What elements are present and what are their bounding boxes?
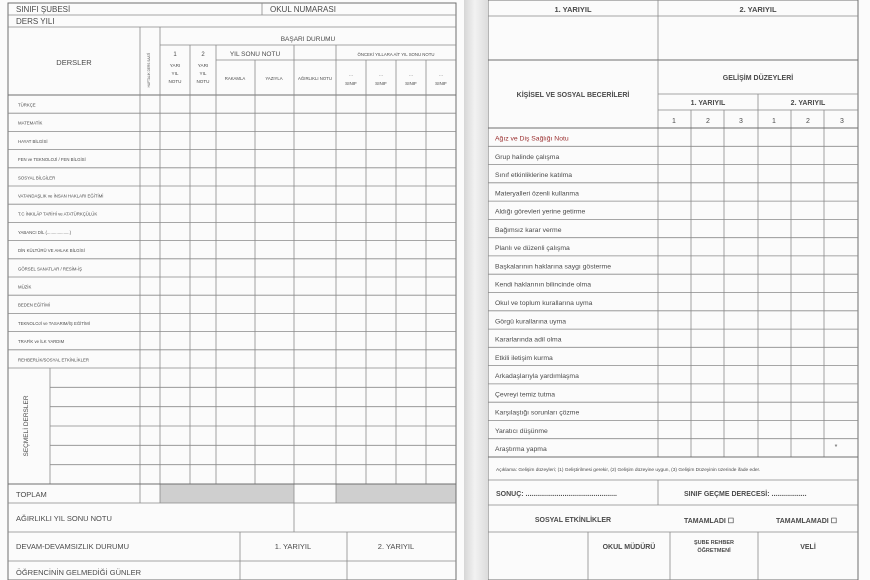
lesson-row bbox=[8, 139, 456, 150]
lesson-row bbox=[8, 285, 456, 296]
skill-row bbox=[488, 256, 858, 271]
lesson-name: REHBERLİK/SOSYAL ETKİNLİKLER bbox=[18, 357, 89, 363]
weighted-grade-header: AĞIRLIKLI NOTU bbox=[298, 76, 332, 81]
lesson-row bbox=[8, 339, 456, 350]
levels-first-term: 1. YARIYIL bbox=[690, 100, 726, 107]
skill-row bbox=[488, 201, 858, 216]
class-teacher-label-line1: ŞUBE REHBER bbox=[693, 540, 735, 546]
skills-header: KİŞİSEL VE SOSYAL BECERİLERİ bbox=[516, 92, 630, 99]
parent-signature-label: VELİ bbox=[800, 544, 816, 551]
skill-name: Arkadaşlarıyla yardımlaşma bbox=[495, 373, 579, 381]
svg-text:...: ... bbox=[439, 72, 443, 77]
skill-row bbox=[488, 183, 858, 198]
lessons-header: DERSLER bbox=[56, 58, 92, 67]
total-label: TOPLAM bbox=[16, 490, 47, 499]
right-page bbox=[488, 0, 870, 580]
skill-name: Başkalarının haklarına saygı gösterme bbox=[495, 263, 611, 271]
lesson-row bbox=[8, 230, 456, 241]
completed-checkbox-label: TAMAMLADI ☐ bbox=[684, 518, 735, 525]
lesson-row bbox=[8, 121, 456, 132]
lesson-name: GÖRSEL SANATLAR / RESİM-İŞ bbox=[18, 266, 82, 272]
skill-name: Kendi haklarının bilincinde olma bbox=[495, 281, 591, 289]
total-shaded-cell bbox=[336, 484, 456, 503]
class-teacher-label-line2: ÖĞRETMENİ bbox=[697, 548, 731, 554]
skill-row bbox=[488, 329, 858, 344]
svg-text:2: 2 bbox=[201, 52, 205, 58]
skill-name: Materyalleri özenli kullanma bbox=[495, 190, 579, 198]
skill-name: Etkili iletişim kurma bbox=[495, 354, 553, 362]
skill-name: Karşılaştığı sorunları çözme bbox=[495, 409, 580, 417]
skill-name: Ağız ve Diş Sağlığı Notu bbox=[495, 135, 569, 143]
lesson-row bbox=[8, 303, 456, 314]
skill-row bbox=[488, 384, 858, 399]
lesson-name: TRAFİK ve İLK YARDIM bbox=[18, 339, 65, 345]
svg-text:...: ... bbox=[379, 72, 383, 77]
lesson-row bbox=[8, 194, 456, 205]
lesson-name: DİN KÜLTÜRÜ VE AHLAK BİLGİSİ bbox=[18, 248, 85, 254]
social-activities-label: SOSYAL ETKİNLİKLER bbox=[534, 517, 612, 524]
skill-row bbox=[488, 165, 858, 180]
skill-row bbox=[488, 366, 858, 381]
lesson-row bbox=[8, 175, 456, 186]
svg-text:SINIF: SINIF bbox=[405, 81, 417, 86]
lesson-row bbox=[8, 266, 456, 277]
first-term-grade-header bbox=[168, 52, 181, 84]
svg-text:...: ... bbox=[409, 72, 413, 77]
svg-text:3: 3 bbox=[840, 118, 844, 125]
year-end-grade-header: YIL SONU NOTU bbox=[229, 51, 281, 58]
skill-row bbox=[488, 311, 858, 326]
skill-name: Okul ve toplum kurallarına uyma bbox=[495, 300, 593, 307]
skill-row bbox=[488, 293, 858, 308]
svg-text:YARI: YARI bbox=[197, 63, 209, 68]
skill-row bbox=[488, 274, 858, 289]
class-pass-grade-label: SINIF GEÇME DERECESİ: .................. bbox=[684, 491, 807, 498]
lesson-row bbox=[8, 321, 456, 332]
weighted-year-end-label: AĞIRLIKLI YIL SONU NOTU bbox=[16, 514, 112, 523]
personal-social-skills-form bbox=[488, 0, 870, 580]
svg-text:SINIF: SINIF bbox=[435, 81, 447, 86]
success-status-title: BAŞARI DURUMU bbox=[280, 36, 336, 43]
skill-row bbox=[488, 347, 858, 362]
svg-text:SINIF: SINIF bbox=[345, 81, 357, 86]
lesson-name: MATEMATİK bbox=[18, 120, 43, 126]
attendance-label: DEVAM-DEVAMSIZLIK DURUMU bbox=[16, 542, 130, 551]
skill-name: Araştırma yapma bbox=[495, 446, 547, 454]
not-completed-checkbox-label: TAMAMLAMADI ☐ bbox=[776, 518, 837, 525]
lesson-row bbox=[8, 357, 456, 368]
class-branch-label: SINIFI ŞUBESİ bbox=[16, 5, 71, 14]
lesson-row bbox=[8, 248, 456, 259]
right-first-term-header: 1. YARIYIL bbox=[554, 5, 592, 14]
absent-days-label: ÖĞRENCİNİN GELMEDİĞİ GÜNLER bbox=[16, 568, 142, 577]
skill-row bbox=[488, 439, 858, 454]
total-shaded-cell bbox=[160, 484, 294, 503]
binding-gutter bbox=[464, 0, 488, 580]
skill-name: Aldığı görevleri yerine getirme bbox=[495, 208, 586, 216]
in-words-header: YAZIYLA bbox=[265, 76, 283, 81]
lesson-name: FEN ve TEKNOLOJİ / FEN BİLGİSİ bbox=[18, 157, 86, 163]
skill-name: Kararlarında adil olma bbox=[495, 336, 562, 344]
svg-text:YIL: YIL bbox=[199, 71, 207, 76]
lesson-name: YABANCI DİL (...................) bbox=[18, 229, 72, 235]
skill-row bbox=[495, 136, 569, 143]
svg-text:NOTU: NOTU bbox=[168, 79, 182, 84]
in-digits-header: RAKAMLA bbox=[224, 76, 246, 81]
svg-text:NOTU: NOTU bbox=[196, 79, 210, 84]
lesson-row bbox=[8, 212, 456, 223]
skill-row bbox=[488, 402, 858, 417]
electives-label: SEÇMELİ DERSLER bbox=[23, 395, 30, 457]
lesson-row bbox=[8, 103, 456, 114]
svg-text:YIL: YIL bbox=[171, 71, 179, 76]
attendance-second-term: 2. YARIYIL bbox=[377, 542, 415, 551]
attendance-first-term: 1. YARIYIL bbox=[274, 542, 312, 551]
svg-text:2: 2 bbox=[706, 118, 710, 125]
weekly-hours-header: HAFTALIK DERS SAATİ bbox=[147, 52, 151, 88]
lesson-name: TEKNOLOJİ ve TASARIM/İŞ EĞİTİMİ bbox=[18, 320, 90, 326]
skill-name: Grup halinde çalışma bbox=[495, 153, 560, 161]
last-row-mark: * bbox=[834, 444, 838, 451]
lesson-name: BEDEN EĞİTİMİ bbox=[18, 302, 50, 308]
past-years-header: ÖNCEKİ YILLARA AİT YIL SONU NOTU bbox=[357, 52, 435, 57]
lesson-name: HAYAT BİLGİSİ bbox=[18, 138, 48, 144]
svg-text:1: 1 bbox=[672, 118, 676, 125]
skill-name: Bağımsız karar verme bbox=[495, 226, 562, 234]
svg-text:3: 3 bbox=[739, 118, 743, 125]
skill-name: Planlı ve düzenli çalışma bbox=[495, 245, 570, 253]
svg-text:2: 2 bbox=[806, 118, 810, 125]
school-year-label: DERS YILI bbox=[16, 17, 55, 26]
lesson-name: T.C İNKILÂP TARİHİ ve ATATÜRKÇÜLÜK bbox=[18, 211, 98, 217]
principal-signature-label: OKUL MÜDÜRÜ bbox=[602, 544, 656, 551]
svg-text:YARI: YARI bbox=[169, 63, 181, 68]
school-number-label: OKUL NUMARASI bbox=[270, 5, 336, 14]
svg-text:SINIF: SINIF bbox=[375, 81, 387, 86]
right-second-term-header: 2. YARIYIL bbox=[739, 5, 777, 14]
skill-row bbox=[488, 219, 858, 234]
lesson-row bbox=[8, 157, 456, 168]
svg-text:1: 1 bbox=[772, 118, 776, 125]
skill-row bbox=[488, 420, 858, 435]
levels-explanation-note: Açıklama: Gelişim düzeyleri; (1) Geliştirilmesi gerekir, (2) Gelişim düzeyine uygun, (3) Gelişim Düzeyinin üzerinde ifade eder. bbox=[496, 468, 761, 473]
second-term-grade-header bbox=[196, 52, 209, 84]
lesson-name: MÜZİK bbox=[18, 284, 32, 290]
lesson-name: TÜRKÇE bbox=[18, 102, 36, 108]
skill-row bbox=[488, 146, 858, 161]
lesson-name: VATANDAŞLIK ve İNSAN HAKLARI EĞİTİMİ bbox=[18, 193, 104, 199]
svg-text:...: ... bbox=[349, 72, 353, 77]
svg-text:1: 1 bbox=[173, 52, 177, 58]
skill-name: Görgü kurallarına uyma bbox=[495, 318, 567, 326]
skill-row bbox=[488, 238, 858, 253]
skill-name: Sınıf etkinliklerine katılma bbox=[495, 172, 573, 180]
development-levels-header: GELİŞİM DÜZEYLERİ bbox=[722, 75, 794, 82]
skill-name: Yaratıcı düşünme bbox=[495, 427, 548, 435]
levels-second-term: 2. YARIYIL bbox=[790, 100, 826, 107]
result-label: SONUÇ: ............................................... bbox=[496, 491, 617, 498]
skill-name: Çevreyi temiz tutma bbox=[495, 391, 556, 399]
lesson-name: SOSYAL BİLGİLER bbox=[18, 175, 56, 181]
